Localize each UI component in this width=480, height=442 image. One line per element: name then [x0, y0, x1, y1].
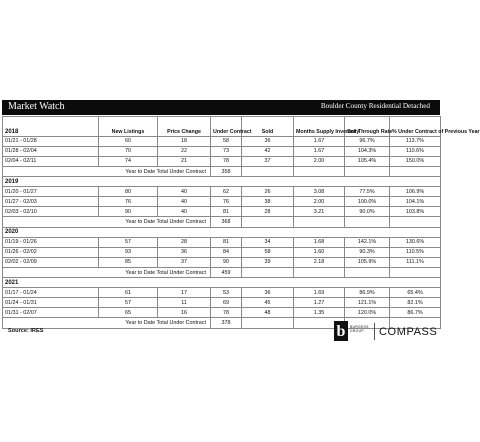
value-cell: 78: [211, 156, 242, 166]
group-name-line-1: BURGESS: [350, 325, 369, 329]
column-header: Months Supply Inventory: [294, 117, 345, 137]
value-cell: 2.00: [294, 156, 345, 166]
empty-cell: [390, 267, 441, 278]
value-cell: 37: [158, 257, 211, 267]
ytd-label: Year to Date Total Under Contract: [3, 267, 211, 278]
value-cell: 85: [99, 257, 158, 267]
year-row: [3, 177, 441, 187]
value-cell: 36: [242, 137, 294, 147]
value-cell: 65: [99, 308, 158, 318]
column-header: Price Change: [158, 117, 211, 137]
value-cell: 36: [158, 247, 211, 257]
market-watch-report: [2, 100, 480, 344]
year-label: 2021: [3, 278, 441, 288]
year-row: [3, 278, 441, 288]
value-cell: 2.18: [294, 257, 345, 267]
value-cell: 105.9%: [345, 257, 390, 267]
value-cell: 40: [158, 197, 211, 207]
ytd-value: 378: [211, 318, 242, 329]
value-cell: 80: [99, 187, 158, 197]
ytd-value: 459: [211, 267, 242, 278]
compass-logo: COMPASS: [379, 326, 438, 338]
table-row: [3, 156, 441, 166]
ytd-row: [3, 217, 441, 228]
value-cell: 84: [211, 247, 242, 257]
value-cell: 121.1%: [345, 298, 390, 308]
ytd-row: [3, 166, 441, 177]
empty-cell: [390, 166, 441, 177]
value-cell: 96.7%: [345, 137, 390, 147]
table-row: [3, 137, 441, 147]
empty-cell: [242, 217, 294, 228]
value-cell: 110.6%: [390, 146, 441, 156]
period-cell: 01/24 - 01/31: [3, 298, 99, 308]
empty-cell: [390, 217, 441, 228]
value-cell: 86.9%: [345, 288, 390, 298]
empty-cell: [242, 267, 294, 278]
column-header: New Listings: [99, 117, 158, 137]
value-cell: 81: [211, 207, 242, 217]
value-cell: 1.69: [294, 288, 345, 298]
value-cell: 77.5%: [345, 187, 390, 197]
title-bar: [2, 100, 440, 115]
value-cell: 86.7%: [390, 308, 441, 318]
value-cell: 61: [99, 288, 158, 298]
value-cell: 90: [99, 207, 158, 217]
year-label: 2018: [3, 117, 99, 137]
value-cell: 120.0%: [345, 308, 390, 318]
ytd-label: Year to Date Total Under Contract: [3, 217, 211, 228]
period-cell: 01/26 - 02/02: [3, 247, 99, 257]
ytd-label: Year to Date Total Under Contract: [3, 166, 211, 177]
ytd-row: [3, 267, 441, 278]
value-cell: 90: [211, 257, 242, 267]
value-cell: 111.1%: [390, 257, 441, 267]
value-cell: 76: [211, 197, 242, 207]
value-cell: 42: [242, 146, 294, 156]
value-cell: 11: [158, 298, 211, 308]
value-cell: 17: [158, 288, 211, 298]
value-cell: 105.4%: [345, 156, 390, 166]
value-cell: 57: [99, 298, 158, 308]
value-cell: 57: [99, 237, 158, 247]
value-cell: 39: [242, 257, 294, 267]
value-cell: 65.4%: [390, 288, 441, 298]
value-cell: 81: [211, 237, 242, 247]
table-row: [3, 288, 441, 298]
market-table: [2, 116, 480, 329]
year-label: 2019: [3, 177, 441, 187]
value-cell: 1.68: [294, 237, 345, 247]
table-row: [3, 197, 441, 207]
empty-cell: [345, 267, 390, 278]
value-cell: 113.7%: [390, 137, 441, 147]
value-cell: 110.5%: [390, 247, 441, 257]
value-cell: 37: [242, 156, 294, 166]
period-cell: 02/03 - 02/10: [3, 207, 99, 217]
value-cell: 74: [99, 156, 158, 166]
value-cell: 2.00: [294, 197, 345, 207]
ytd-value: 358: [211, 166, 242, 177]
value-cell: 45: [242, 298, 294, 308]
value-cell: 78: [211, 308, 242, 318]
value-cell: 100.0%: [345, 197, 390, 207]
value-cell: 76: [99, 197, 158, 207]
period-cell: 01/19 - 01/26: [3, 237, 99, 247]
value-cell: 69: [211, 298, 242, 308]
value-cell: 34: [242, 237, 294, 247]
table-row: [3, 187, 441, 197]
burgess-group-logo-icon: [334, 321, 348, 341]
value-cell: 18: [158, 137, 211, 147]
burgess-group-name: [350, 325, 369, 333]
value-cell: 1.67: [294, 137, 345, 147]
value-cell: 16: [158, 308, 211, 318]
value-cell: 53: [211, 288, 242, 298]
value-cell: 21: [158, 156, 211, 166]
period-cell: 01/21 - 01/28: [3, 137, 99, 147]
value-cell: 104.1%: [390, 197, 441, 207]
value-cell: 1.27: [294, 298, 345, 308]
value-cell: 1.35: [294, 308, 345, 318]
value-cell: 106.9%: [390, 187, 441, 197]
logo-divider: [374, 323, 375, 340]
source-note: Source: IRES: [8, 328, 44, 334]
ytd-value: 368: [211, 217, 242, 228]
value-cell: 40: [158, 207, 211, 217]
table-row: [3, 247, 441, 257]
logo-letter: b: [336, 323, 346, 340]
value-cell: 82.1%: [390, 298, 441, 308]
empty-cell: [294, 217, 345, 228]
value-cell: 62: [211, 187, 242, 197]
value-cell: 3.08: [294, 187, 345, 197]
value-cell: 36: [242, 288, 294, 298]
table-row: [3, 207, 441, 217]
table-row: [3, 237, 441, 247]
value-cell: 60: [99, 137, 158, 147]
empty-cell: [242, 166, 294, 177]
table-row: [3, 308, 441, 318]
value-cell: 40: [158, 187, 211, 197]
empty-cell: [294, 267, 345, 278]
year-row: [3, 227, 441, 237]
value-cell: 1.60: [294, 247, 345, 257]
period-cell: 01/20 - 01/27: [3, 187, 99, 197]
empty-cell: [345, 217, 390, 228]
value-cell: 58: [211, 137, 242, 147]
column-header: Sold: [242, 117, 294, 137]
column-header: Under Contract: [211, 117, 242, 137]
table-row: [3, 146, 441, 156]
period-cell: 02/02 - 02/09: [3, 257, 99, 267]
column-header: % Under Contract of Previous Year: [390, 117, 441, 137]
value-cell: 70: [99, 146, 158, 156]
empty-cell: [345, 166, 390, 177]
value-cell: 22: [158, 146, 211, 156]
empty-cell: [294, 166, 345, 177]
value-cell: 28: [242, 207, 294, 217]
value-cell: 93: [99, 247, 158, 257]
report-subtitle: Boulder County Residential Detached: [320, 102, 430, 110]
year-label: 2020: [3, 227, 441, 237]
period-cell: 01/28 - 02/04: [3, 146, 99, 156]
value-cell: 90.3%: [345, 247, 390, 257]
period-cell: 01/27 - 02/03: [3, 197, 99, 207]
report-title: Market Watch: [8, 101, 65, 112]
value-cell: 26: [242, 187, 294, 197]
table-row: [3, 298, 441, 308]
value-cell: 150.0%: [390, 156, 441, 166]
value-cell: 142.1%: [345, 237, 390, 247]
value-cell: 48: [242, 308, 294, 318]
value-cell: 58: [242, 247, 294, 257]
header-row: [3, 117, 441, 137]
value-cell: 3.21: [294, 207, 345, 217]
period-cell: 01/31 - 02/07: [3, 308, 99, 318]
value-cell: 130.6%: [390, 237, 441, 247]
ytd-label: Year to Date Total Under Contract: [3, 318, 211, 329]
group-name-line-2: GROUP: [350, 329, 364, 334]
value-cell: 1.67: [294, 146, 345, 156]
value-cell: 103.8%: [390, 207, 441, 217]
table-row: [3, 257, 441, 267]
value-cell: 28: [158, 237, 211, 247]
value-cell: 90.0%: [345, 207, 390, 217]
footer: [2, 320, 440, 344]
period-cell: 02/04 - 02/11: [3, 156, 99, 166]
value-cell: 38: [242, 197, 294, 207]
value-cell: 104.3%: [345, 146, 390, 156]
value-cell: 73: [211, 146, 242, 156]
period-cell: 01/17 - 01/24: [3, 288, 99, 298]
column-header: Sell Through Rate: [345, 117, 390, 137]
